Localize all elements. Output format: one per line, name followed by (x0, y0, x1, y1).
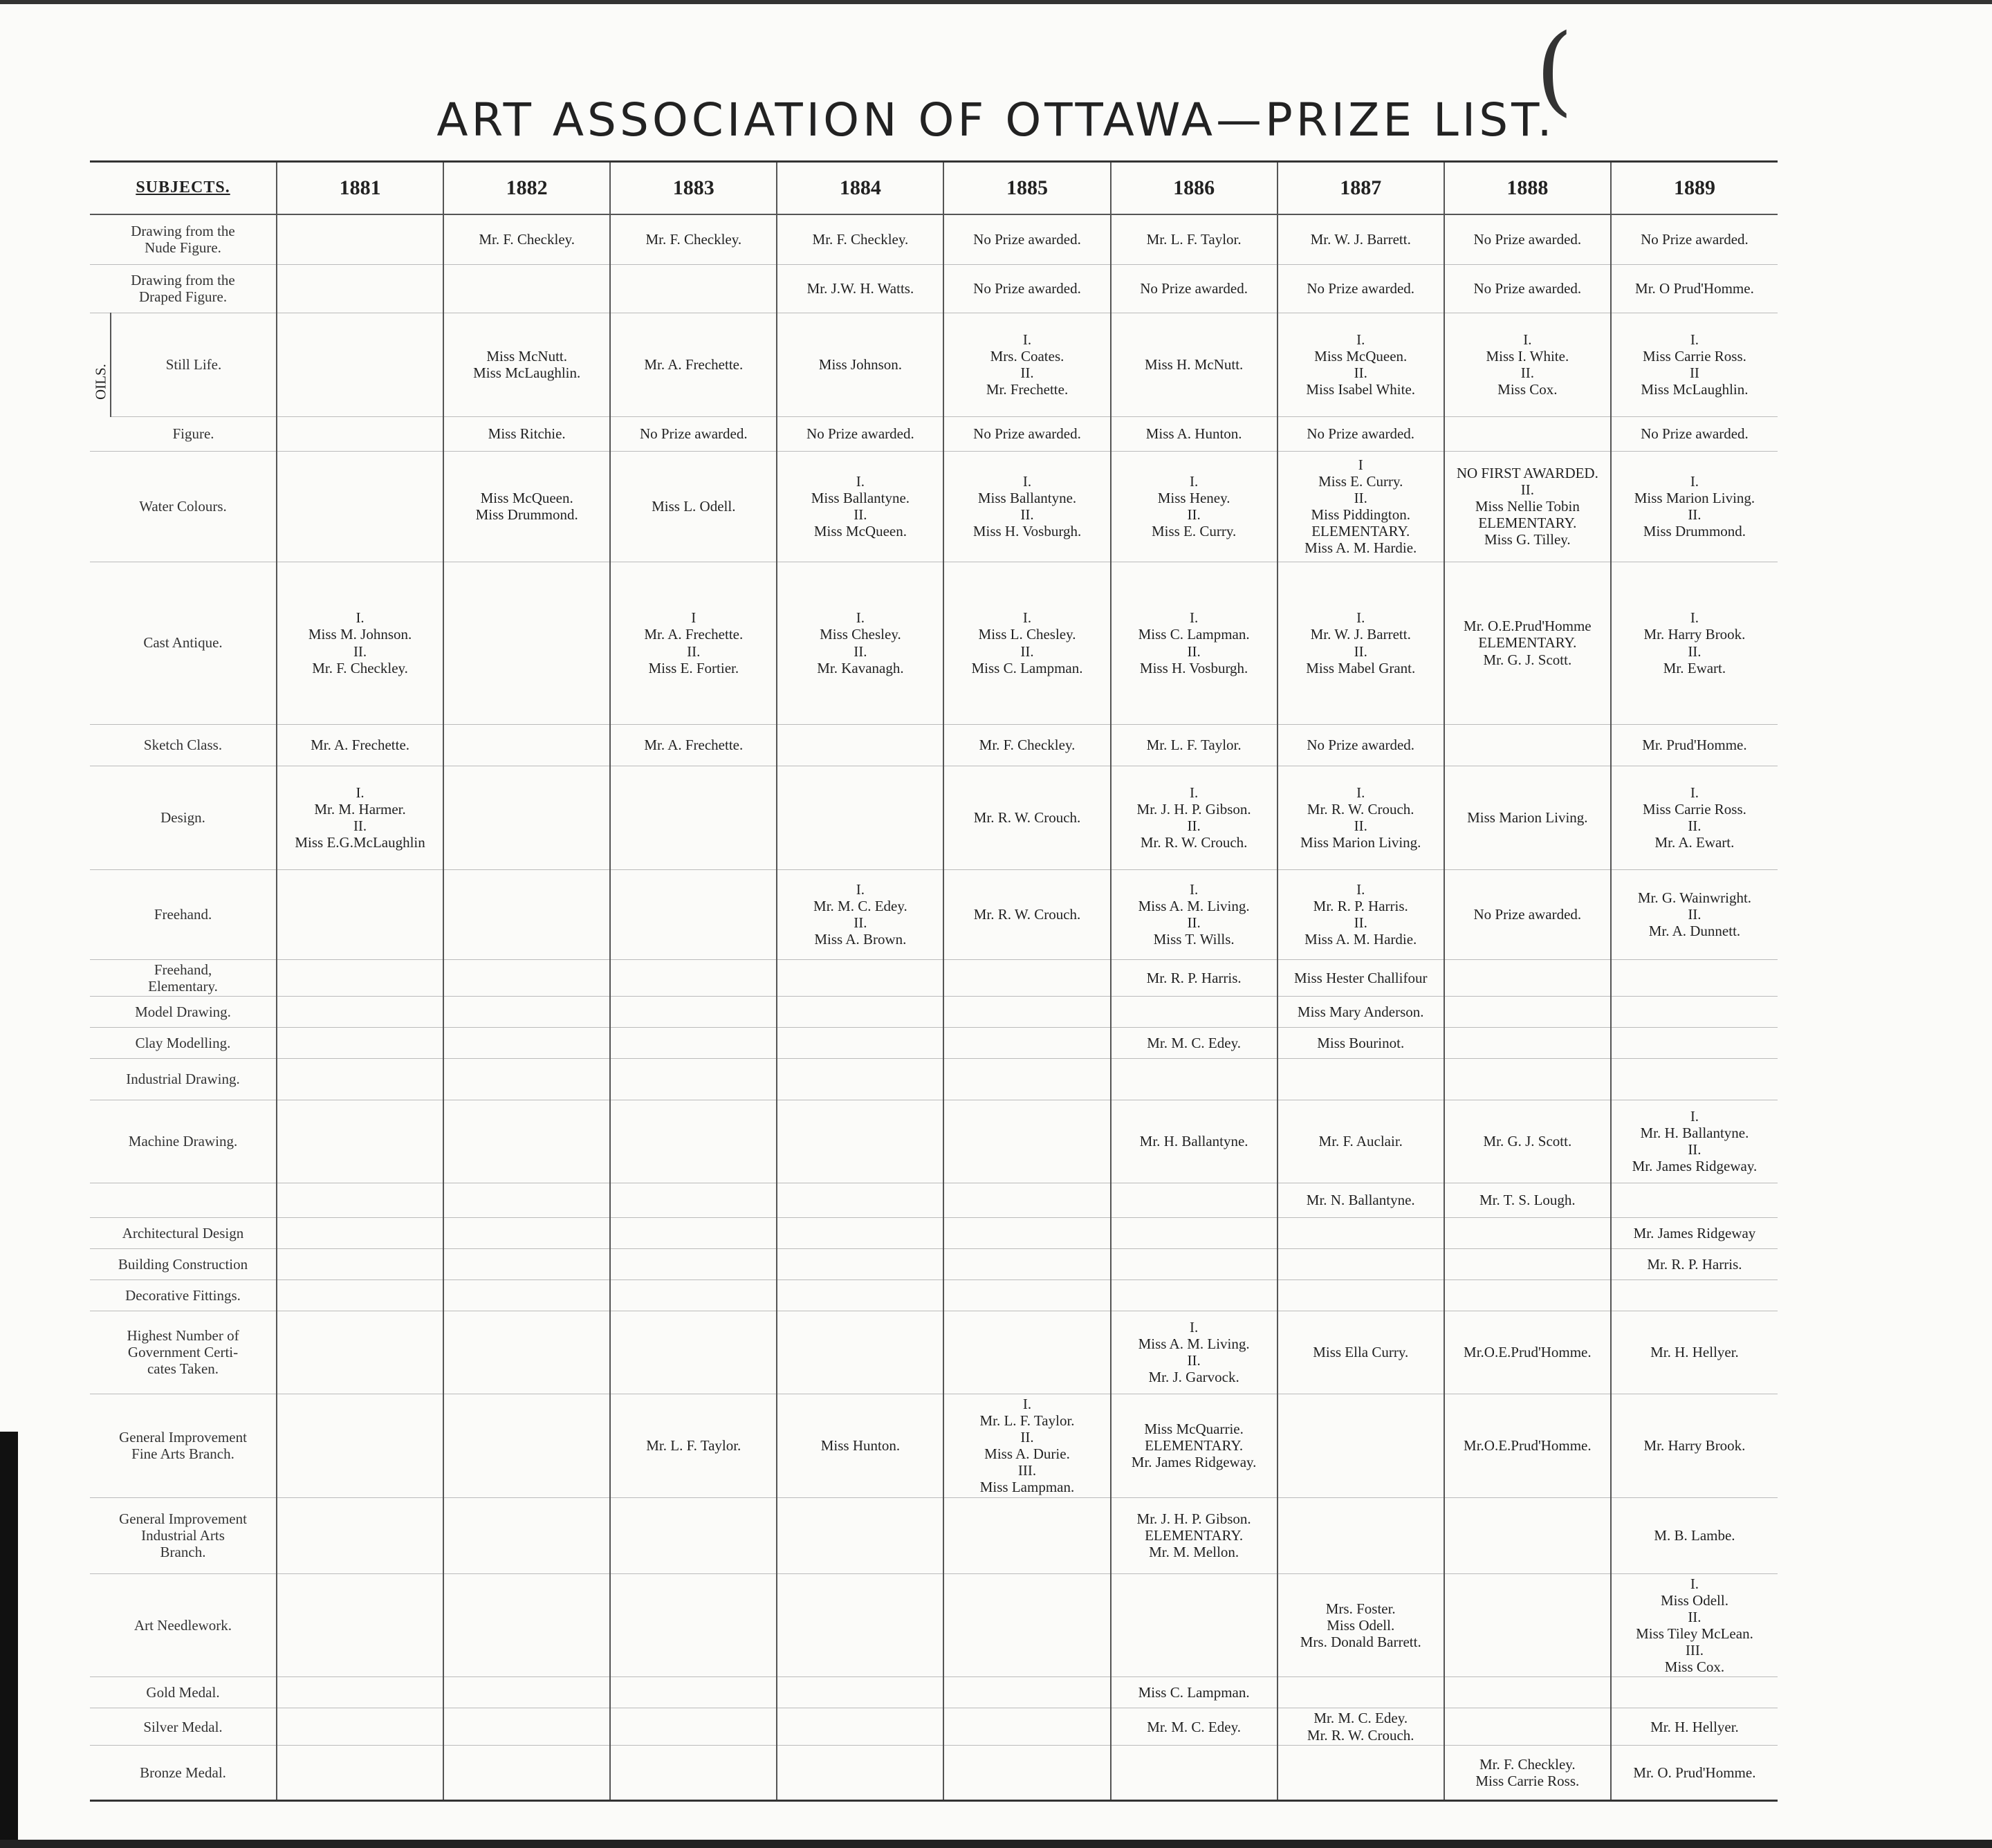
subject-cell: Decorative Fittings. (90, 1279, 277, 1311)
subject-cell: Model Drawing. (90, 996, 277, 1027)
subject-cell: Architectural Design (90, 1217, 277, 1248)
prize-cell (610, 766, 777, 869)
prize-cell: Mr. M. C. Edey. (1111, 1708, 1278, 1745)
prize-cell: Mr. F. Auclair. (1278, 1100, 1444, 1183)
prize-cell (443, 1708, 610, 1745)
prize-cell: Miss Hunton. (777, 1394, 943, 1497)
table-row (90, 214, 1778, 264)
prize-cell (277, 1248, 443, 1279)
prize-cell (610, 1217, 777, 1248)
subject-cell: Gold Medal. (90, 1677, 277, 1708)
prize-cell: No Prize awarded. (1444, 869, 1611, 959)
prize-cell: Miss Mary Anderson. (1278, 996, 1444, 1027)
prize-cell: Miss C. Lampman. (1111, 1677, 1278, 1708)
prize-cell (1444, 1217, 1611, 1248)
prize-cell (610, 1708, 777, 1745)
prize-cell: I. Miss Ballantyne. II. Miss H. Vosburgh. (943, 451, 1110, 562)
prize-cell (443, 869, 610, 959)
prize-cell: Miss Ella Curry. (1278, 1311, 1444, 1394)
prize-cell: I. Miss Carrie Ross. II Miss McLaughlin. (1611, 313, 1778, 416)
prize-cell: Mr. H. Ballantyne. (1111, 1100, 1278, 1183)
prize-cell (443, 1394, 610, 1497)
prize-cell: I. Mrs. Coates. II. Mr. Frechette. (943, 313, 1110, 416)
prize-cell (943, 1708, 1110, 1745)
prize-cell (277, 264, 443, 313)
prize-cell: I. Miss I. White. II. Miss Cox. (1444, 313, 1611, 416)
header-row (90, 162, 1778, 215)
prize-table-body (90, 214, 1778, 1800)
prize-cell (1278, 1058, 1444, 1100)
prize-cell (1611, 959, 1778, 996)
prize-cell (777, 1745, 943, 1800)
prize-cell: I. Mr. M. Harmer. II. Miss E.G.McLaughlin (277, 766, 443, 869)
header-year: 1881 (277, 162, 443, 215)
prize-cell: I. Miss Heney. II. Miss E. Curry. (1111, 451, 1278, 562)
prize-cell: I. Miss L. Chesley. II. Miss C. Lampman. (943, 562, 1110, 724)
prize-cell (1278, 1745, 1444, 1800)
prize-cell: Miss Bourinot. (1278, 1027, 1444, 1058)
prize-cell (943, 1100, 1110, 1183)
subject-cell: Freehand, Elementary. (90, 959, 277, 996)
header-year: 1887 (1278, 162, 1444, 215)
prize-cell (1278, 1677, 1444, 1708)
prize-cell (943, 1311, 1110, 1394)
prize-cell (610, 1183, 777, 1217)
prize-cell (777, 1677, 943, 1708)
subject-cell: Still Life. (111, 313, 277, 416)
prize-cell: NO FIRST AWARDED. II. Miss Nellie Tobin ELEMENTARY. Miss G. Tilley. (1444, 451, 1611, 562)
prize-cell: I. Miss McQueen. II. Miss Isabel White. (1278, 313, 1444, 416)
prize-cell: Mr. F. Checkley. (943, 724, 1110, 766)
prize-cell (1444, 1708, 1611, 1745)
prize-cell: Mr. Harry Brook. (1611, 1394, 1778, 1497)
prize-cell: I. Mr. R. W. Crouch. II. Miss Marion Living. (1278, 766, 1444, 869)
prize-cell: Mr. O. Prud'Homme. (1611, 1745, 1778, 1800)
subject-cell: Building Construction (90, 1248, 277, 1279)
prize-cell (443, 1217, 610, 1248)
prize-cell (1444, 1677, 1611, 1708)
prize-cell (943, 1279, 1110, 1311)
prize-cell (277, 1497, 443, 1573)
prize-cell: I. Mr. M. C. Edey. II. Miss A. Brown. (777, 869, 943, 959)
prize-cell (777, 1279, 943, 1311)
subject-cell: Sketch Class. (90, 724, 277, 766)
prize-cell (777, 1217, 943, 1248)
prize-cell: Mr. A. Frechette. (610, 313, 777, 416)
prize-cell: Mr. L. F. Taylor. (1111, 724, 1278, 766)
subject-cell: General Improvement Fine Arts Branch. (90, 1394, 277, 1497)
prize-cell: Mr.O.E.Prud'Homme. (1444, 1311, 1611, 1394)
prize-cell (277, 1573, 443, 1677)
prize-cell (277, 451, 443, 562)
prize-cell (610, 1497, 777, 1573)
prize-cell: Mr. Prud'Homme. (1611, 724, 1778, 766)
subject-cell: Machine Drawing. (90, 1100, 277, 1183)
prize-cell (443, 1027, 610, 1058)
prize-cell: No Prize awarded. (943, 214, 1110, 264)
table-row (90, 1279, 1778, 1311)
prize-cell: I. Miss Ballantyne. II. Miss McQueen. (777, 451, 943, 562)
prize-cell (277, 1745, 443, 1800)
prize-cell: Miss A. Hunton. (1111, 416, 1278, 451)
prize-cell: I. Mr. L. F. Taylor. II. Miss A. Durie. III. Miss Lampman. (943, 1394, 1110, 1497)
prize-cell (443, 1677, 610, 1708)
prize-cell (610, 996, 777, 1027)
prize-cell: Mr. F. Checkley. (777, 214, 943, 264)
prize-cell (277, 416, 443, 451)
prize-cell (943, 1497, 1110, 1573)
prize-cell (943, 1573, 1110, 1677)
subject-cell: Silver Medal. (90, 1708, 277, 1745)
header-year: 1888 (1444, 162, 1611, 215)
page-title: ART ASSOCIATION OF OTTAWA—PRIZE LIST. (436, 93, 1556, 147)
header-subjects: SUBJECTS. (90, 162, 277, 215)
prize-cell: Mr. L. F. Taylor. (1111, 214, 1278, 264)
prize-cell (443, 1100, 610, 1183)
subject-cell: Bronze Medal. (90, 1745, 277, 1800)
table-row (90, 766, 1778, 869)
prize-cell (443, 1497, 610, 1573)
prize-cell (1444, 959, 1611, 996)
prize-cell (777, 1248, 943, 1279)
prize-cell: No Prize awarded. (1278, 724, 1444, 766)
prize-cell: I. Mr. Harry Brook. II. Mr. Ewart. (1611, 562, 1778, 724)
prize-cell: Mr. O Prud'Homme. (1611, 264, 1778, 313)
header-year: 1882 (443, 162, 610, 215)
prize-cell (443, 562, 610, 724)
prize-cell (777, 1100, 943, 1183)
prize-cell (1611, 1058, 1778, 1100)
prize-cell (943, 996, 1110, 1027)
prize-cell (277, 1677, 443, 1708)
prize-cell: Mr. J. H. P. Gibson. ELEMENTARY. Mr. M. Mellon. (1111, 1497, 1278, 1573)
prize-cell (1111, 1217, 1278, 1248)
prize-cell (1611, 1183, 1778, 1217)
prize-cell (610, 1573, 777, 1677)
prize-cell (443, 766, 610, 869)
prize-cell (1111, 1248, 1278, 1279)
subject-cell: Cast Antique. (90, 562, 277, 724)
prize-cell: No Prize awarded. (1444, 214, 1611, 264)
prize-cell: I. Miss Chesley. II. Mr. Kavanagh. (777, 562, 943, 724)
table-row (90, 959, 1778, 996)
prize-cell (277, 1027, 443, 1058)
prize-cell (1611, 1279, 1778, 1311)
table-row (90, 313, 1778, 416)
prize-cell: Miss McQueen. Miss Drummond. (443, 451, 610, 562)
prize-cell (610, 1677, 777, 1708)
table-row (90, 1311, 1778, 1394)
table-row (90, 869, 1778, 959)
prize-cell: I. Miss Odell. II. Miss Tiley McLean. III. Miss Cox. (1611, 1573, 1778, 1677)
prize-cell: Mr. J.W. H. Watts. (777, 264, 943, 313)
header-year: 1883 (610, 162, 777, 215)
prize-cell: I. Miss C. Lampman. II. Miss H. Vosburgh. (1111, 562, 1278, 724)
prize-cell: I. Miss A. M. Living. II. Miss T. Wills. (1111, 869, 1278, 959)
prize-cell: Mr. R. P. Harris. (1611, 1248, 1778, 1279)
prize-cell (277, 1394, 443, 1497)
prize-cell: Miss Marion Living. (1444, 766, 1611, 869)
prize-cell: Miss Johnson. (777, 313, 943, 416)
prize-cell (443, 1311, 610, 1394)
prize-cell (1444, 1573, 1611, 1677)
prize-cell (777, 724, 943, 766)
prize-cell: No Prize awarded. (1444, 264, 1611, 313)
prize-cell (777, 996, 943, 1027)
prize-cell (610, 959, 777, 996)
prize-cell: I Mr. A. Frechette. II. Miss E. Fortier. (610, 562, 777, 724)
prize-cell (777, 1058, 943, 1100)
prize-cell: I. Miss A. M. Living. II. Mr. J. Garvock. (1111, 1311, 1278, 1394)
prize-cell: Mr. A. Frechette. (610, 724, 777, 766)
subject-cell: Highest Number of Government Certi- cates Taken. (90, 1311, 277, 1394)
prize-cell: Mr. A. Frechette. (277, 724, 443, 766)
prize-cell: Mr. M. C. Edey. Mr. R. W. Crouch. (1278, 1708, 1444, 1745)
prize-cell (277, 1708, 443, 1745)
subject-cell: Freehand. (90, 869, 277, 959)
prize-cell (777, 959, 943, 996)
prize-cell: Mr. G. Wainwright. II. Mr. A. Dunnett. (1611, 869, 1778, 959)
subject-cell: Water Colours. (90, 451, 277, 562)
prize-cell (443, 959, 610, 996)
prize-cell: I. Miss Carrie Ross. II. Mr. A. Ewart. (1611, 766, 1778, 869)
prize-cell (1278, 1394, 1444, 1497)
prize-cell (1611, 1677, 1778, 1708)
prize-cell (443, 1573, 610, 1677)
top-border (0, 0, 1992, 4)
prize-cell: Mr. F. Checkley. (610, 214, 777, 264)
prize-cell: Mr. G. J. Scott. (1444, 1100, 1611, 1183)
prize-cell (1111, 1058, 1278, 1100)
table-row (90, 1100, 1778, 1183)
prize-cell (1278, 1217, 1444, 1248)
table-row (90, 1745, 1778, 1800)
prize-cell: Mr. F. Checkley. (443, 214, 610, 264)
prize-cell (277, 1279, 443, 1311)
prize-cell (443, 1058, 610, 1100)
subject-cell: Industrial Drawing. (90, 1058, 277, 1100)
prize-cell (443, 1745, 610, 1800)
scan-edge-mark (0, 1432, 18, 1847)
prize-cell: Miss Hester Challifour (1278, 959, 1444, 996)
table-row (90, 1394, 1778, 1497)
prize-cell: I. Mr. J. H. P. Gibson. II. Mr. R. W. Crouch. (1111, 766, 1278, 869)
prize-cell (277, 1100, 443, 1183)
header-year: 1889 (1611, 162, 1778, 215)
header-year: 1885 (943, 162, 1110, 215)
table-row (90, 1217, 1778, 1248)
prize-cell: I. Mr. W. J. Barrett. II. Miss Mabel Grant. (1278, 562, 1444, 724)
prize-cell (1111, 996, 1278, 1027)
prize-cell (277, 996, 443, 1027)
prize-cell (443, 1279, 610, 1311)
prize-cell (610, 1248, 777, 1279)
prize-cell: Mr. James Ridgeway (1611, 1217, 1778, 1248)
prize-cell (1444, 1279, 1611, 1311)
table-row (90, 264, 1778, 313)
prize-cell (277, 1058, 443, 1100)
prize-cell (610, 1058, 777, 1100)
table-row (90, 1677, 1778, 1708)
prize-cell: No Prize awarded. (610, 416, 777, 451)
prize-cell (777, 1573, 943, 1677)
prize-cell (1444, 1027, 1611, 1058)
table-row (90, 1058, 1778, 1100)
prize-cell: No Prize awarded. (1611, 214, 1778, 264)
prize-cell (1111, 1745, 1278, 1800)
table-row (90, 562, 1778, 724)
prize-cell (1444, 1058, 1611, 1100)
prize-cell: Mr. F. Checkley. Miss Carrie Ross. (1444, 1745, 1611, 1800)
prize-cell: No Prize awarded. (1611, 416, 1778, 451)
prize-cell: No Prize awarded. (1111, 264, 1278, 313)
prize-cell (443, 996, 610, 1027)
prize-cell: Miss Ritchie. (443, 416, 610, 451)
table-row (90, 1027, 1778, 1058)
prize-cell: No Prize awarded. (777, 416, 943, 451)
handwritten-mark: ( (1536, 14, 1574, 127)
prize-cell (943, 1248, 1110, 1279)
table-row (90, 1248, 1778, 1279)
prize-cell: I. Miss Marion Living. II. Miss Drummond. (1611, 451, 1778, 562)
prize-cell (943, 1027, 1110, 1058)
prize-cell (443, 264, 610, 313)
prize-cell: Miss McQuarrie. ELEMENTARY. Mr. James Ridgeway. (1111, 1394, 1278, 1497)
prize-cell: No Prize awarded. (1278, 264, 1444, 313)
prize-cell (1111, 1183, 1278, 1217)
prize-cell (777, 1027, 943, 1058)
prize-cell (1278, 1497, 1444, 1573)
prize-cell (610, 1279, 777, 1311)
prize-cell (1444, 996, 1611, 1027)
table-row (90, 1183, 1778, 1217)
table-row (90, 724, 1778, 766)
prize-cell: I. Mr. H. Ballantyne. II. Mr. James Ridgeway. (1611, 1100, 1778, 1183)
oils-group-label: OILS. (90, 313, 111, 451)
prize-cell (1611, 996, 1778, 1027)
prize-cell: I. Mr. R. P. Harris. II. Miss A. M. Hardie. (1278, 869, 1444, 959)
prize-cell: Miss H. McNutt. (1111, 313, 1278, 416)
prize-cell: Mr. W. J. Barrett. (1278, 214, 1444, 264)
prize-cell: Mrs. Foster. Miss Odell. Mrs. Donald Barrett. (1278, 1573, 1444, 1677)
prize-cell: Mr. N. Ballantyne. (1278, 1183, 1444, 1217)
prize-cell: No Prize awarded. (943, 264, 1110, 313)
prize-cell (1444, 724, 1611, 766)
prize-cell (610, 1027, 777, 1058)
prize-cell: No Prize awarded. (1278, 416, 1444, 451)
prize-cell: Mr. M. C. Edey. (1111, 1027, 1278, 1058)
table-row (90, 1573, 1778, 1677)
prize-cell (777, 1183, 943, 1217)
subject-cell: Design. (90, 766, 277, 869)
subject-cell: Drawing from the Draped Figure. (90, 264, 277, 313)
prize-cell (777, 1497, 943, 1573)
prize-cell (277, 214, 443, 264)
prize-cell: Mr. R. P. Harris. (1111, 959, 1278, 996)
subject-cell: Figure. (111, 416, 277, 451)
prize-cell (610, 264, 777, 313)
prize-cell (1444, 416, 1611, 451)
prize-cell (610, 1311, 777, 1394)
prize-cell: I. Miss M. Johnson. II. Mr. F. Checkley. (277, 562, 443, 724)
table-row (90, 1708, 1778, 1745)
table-row (90, 1497, 1778, 1573)
prize-cell (277, 313, 443, 416)
prize-cell (610, 1745, 777, 1800)
prize-cell: I Miss E. Curry. II. Miss Piddington. ELEMENTARY. Miss A. M. Hardie. (1278, 451, 1444, 562)
prize-cell (943, 1058, 1110, 1100)
prize-cell: Miss L. Odell. (610, 451, 777, 562)
prize-cell: Mr. R. W. Crouch. (943, 869, 1110, 959)
prize-cell: Mr. H. Hellyer. (1611, 1708, 1778, 1745)
prize-cell (277, 959, 443, 996)
prize-cell (1444, 1248, 1611, 1279)
header-year: 1884 (777, 162, 943, 215)
prize-table (90, 160, 1778, 1802)
prize-cell: Mr. L. F. Taylor. (610, 1394, 777, 1497)
prize-cell: Mr. H. Hellyer. (1611, 1311, 1778, 1394)
prize-cell (277, 1311, 443, 1394)
prize-cell (777, 766, 943, 869)
prize-cell (443, 1183, 610, 1217)
prize-cell: M. B. Lambe. (1611, 1497, 1778, 1573)
prize-cell: Mr. R. W. Crouch. (943, 766, 1110, 869)
header-year: 1886 (1111, 162, 1278, 215)
prize-cell (943, 1183, 1110, 1217)
subject-cell: Art Needlework. (90, 1573, 277, 1677)
prize-cell (1278, 1279, 1444, 1311)
prize-cell (943, 1677, 1110, 1708)
prize-cell (943, 959, 1110, 996)
prize-cell (277, 1183, 443, 1217)
prize-cell (1444, 1497, 1611, 1573)
prize-cell (777, 1708, 943, 1745)
prize-cell (610, 1100, 777, 1183)
prize-cell (943, 1217, 1110, 1248)
subject-cell (90, 1183, 277, 1217)
prize-cell (1111, 1279, 1278, 1311)
prize-cell: Mr.O.E.Prud'Homme. (1444, 1394, 1611, 1497)
prize-cell: Mr. T. S. Lough. (1444, 1183, 1611, 1217)
prize-cell: Mr. O.E.Prud'Homme ELEMENTARY. Mr. G. J. Scott. (1444, 562, 1611, 724)
prize-cell (1611, 1027, 1778, 1058)
prize-cell (277, 1217, 443, 1248)
prize-cell (277, 869, 443, 959)
prize-cell (777, 1311, 943, 1394)
prize-cell (1111, 1573, 1278, 1677)
table-row (90, 416, 1778, 451)
prize-cell (443, 724, 610, 766)
prize-cell (610, 869, 777, 959)
table-row (90, 451, 1778, 562)
prize-cell: No Prize awarded. (943, 416, 1110, 451)
subject-cell: Drawing from the Nude Figure. (90, 214, 277, 264)
bottom-border (0, 1840, 1992, 1848)
prize-cell (1278, 1248, 1444, 1279)
prize-cell: Miss McNutt. Miss McLaughlin. (443, 313, 610, 416)
subject-cell: General Improvement Industrial Arts Branch. (90, 1497, 277, 1573)
prize-cell (943, 1745, 1110, 1800)
prize-cell (443, 1248, 610, 1279)
subject-cell: Clay Modelling. (90, 1027, 277, 1058)
table-row (90, 996, 1778, 1027)
